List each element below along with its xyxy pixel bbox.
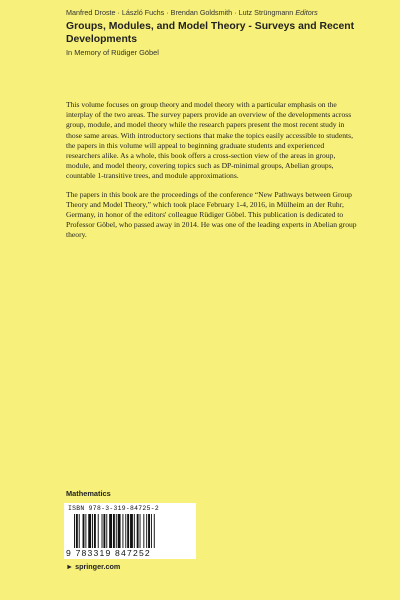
barcode-digits: 9 783319 847252 (66, 548, 151, 558)
subject-category: Mathematics (66, 489, 111, 498)
book-subtitle: In Memory of Rüdiger Göbel (66, 48, 159, 57)
barcode-image (74, 514, 186, 548)
blurb (66, 100, 358, 249)
isbn-label: ISBN 978-3-319-84725-2 (68, 505, 159, 512)
barcode-box (64, 503, 196, 559)
blurb-paragraph-1: This volume focuses on group theory and model theory with a particular emphasis on the interplay of the two areas. The survey papers provide an overview of the developments across group, module, and model theory while the research papers present the most recent study in those same areas. With introductory sections that make the topics easily accessible to students, the papers in this volume will appeal to beginning graduate students and experienced researchers alike. As a whole, this book offers a cross-section view of the areas in group, module, and model theory, covering topics such as DP-minimal groups, Abelian groups, countable 1-transitive trees, and module approximations. (66, 100, 353, 181)
publisher-url: ► springer.com (66, 562, 121, 571)
editors-line (66, 8, 386, 17)
editors-names: Manfred Droste · László Fuchs · Brendan Goldsmith · Lutz Strüngmann (66, 8, 294, 17)
book-title: Groups, Modules, and Model Theory - Surveys and Recent Developments (66, 21, 355, 45)
blurb-paragraph-2: The papers in this book are the proceedings of the conference “New Pathways between Group Theory and Model Theory,” which took place February 1-4, 2016, in Mülheim an der Ruhr, Germany, in honor of the editors' colleague Rüdiger Göbel. This publication is dedicated to Professor Göbel, who passed away in 2014. He was one of the leading experts in Abelian group theory. (66, 189, 357, 240)
cover-header (66, 8, 386, 57)
editors-label: Editors (295, 8, 318, 17)
